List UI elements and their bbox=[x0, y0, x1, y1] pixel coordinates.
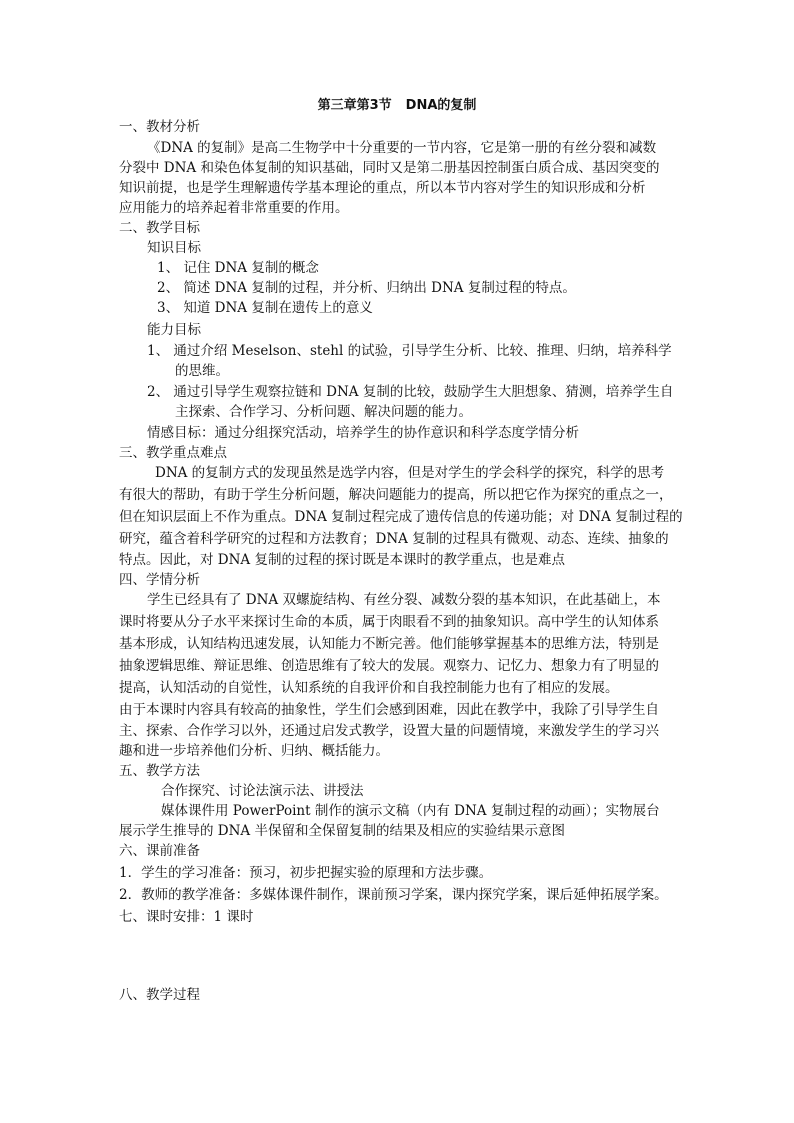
section-heading-preparation: 六、课前准备 bbox=[119, 843, 200, 859]
knowledge-goal-item: 2、 简述 DNA 复制的过程，并分析、归纳出 DNA 复制过程的特点。 bbox=[157, 280, 576, 296]
document-title bbox=[0, 96, 794, 116]
paragraph-line: 课时将要从分子水平来探讨生命的本质，属于肉眼看不到的抽象知识。高中学生的认知体系 bbox=[119, 614, 659, 630]
paragraph-line: 知识前提，也是学生理解遗传学基本理论的重点，所以本节内容对学生的知识形成和分析 bbox=[119, 180, 646, 196]
paragraph-line: 抽象逻辑思维、辩证思维、创造思维有了较大的发展。观察力、记忆力、想象力有了明显的 bbox=[119, 658, 659, 674]
emotion-goal: 情感目标：通过分组探究活动，培养学生的协作意识和科学态度学情分析 bbox=[147, 425, 579, 441]
knowledge-goal-item: 3、 知道 DNA 复制在遗传上的意义 bbox=[157, 300, 373, 316]
paragraph-line: 有很大的帮助，有助于学生分析问题，解决问题能力的提高，所以把它作为探究的重点之一， bbox=[119, 487, 673, 503]
paragraph-line: 《DNA 的复制》是高二生物学中十分重要的一节内容，它是第一册的有丝分裂和减数 bbox=[147, 140, 657, 156]
section-heading-key-points: 三、教学重点难点 bbox=[119, 445, 227, 461]
paragraph-line: 媒体课件用 PowerPoint 制作的演示文稿（内有 DNA 复制过程的动画）；实物展台 bbox=[161, 803, 660, 819]
paragraph-line: 1．学生的学习准备：预习，初步把握实验的原理和方法步骤。 bbox=[119, 865, 493, 881]
section-heading-student-analysis: 四、学情分析 bbox=[119, 572, 200, 588]
section-heading-teaching-methods: 五、教学方法 bbox=[119, 763, 200, 779]
ability-goal-item: 1、 通过介绍 Meselson、stehl 的试验，引导学生分析、比较、推理、归纳，培养科学 bbox=[147, 343, 672, 359]
section-heading-textbook-analysis: 一、教材分析 bbox=[119, 119, 200, 135]
paragraph-line: 研究，蕴含着科学研究的过程和方法教育；DNA 复制的过程具有微观、动态、连续、抽象的 bbox=[119, 531, 669, 547]
paragraph-line: 分裂中 DNA 和染色体复制的知识基础，同时又是第二册基因控制蛋白质合成、基因突变的 bbox=[119, 160, 660, 176]
paragraph-line: 应用能力的培养起着非常重要的作用。 bbox=[119, 200, 349, 216]
paragraph-line: 主、探索、合作学习以外，还通过启发式教学，设置大量的问题情境，来激发学生的学习兴 bbox=[119, 723, 659, 739]
ability-goal-item-continued: 主探索、合作学习、分析问题、解决问题的能力。 bbox=[175, 404, 472, 420]
paragraph-line: 提高，认知活动的自觉性，认知系统的自我评价和自我控制能力也有了相应的发展。 bbox=[119, 680, 619, 696]
paragraph-line: 特点。因此，对 DNA 复制的过程的探讨既是本课时的教学重点，也是难点 bbox=[119, 552, 565, 568]
paragraph-line: 2．教师的教学准备：多媒体课件制作，课前预习学案，课内探究学案，课后延伸拓展学案。 bbox=[119, 887, 668, 903]
paragraph-line: 学生已经具有了 DNA 双螺旋结构、有丝分裂、减数分裂的基本知识，在此基础上，本 bbox=[147, 592, 661, 608]
paragraph-line: 但在知识层面上不作为重点。DNA 复制过程完成了遗传信息的传递功能；对 DNA 复制过程的 bbox=[119, 509, 683, 525]
paragraph-line: DNA 的复制方式的发现虽然是选学内容，但是对学生的学会科学的探究，科学的思考 bbox=[155, 465, 665, 481]
topic-label: DNA的复制 bbox=[405, 98, 477, 113]
paragraph-line: 合作探究、讨论法演示法、讲授法 bbox=[161, 783, 364, 799]
subheading-ability-goals: 能力目标 bbox=[147, 322, 201, 338]
paragraph-line: 基本形成，认知结构迅速发展，认知能力不断完善。他们能够掌握基本的思维方法，特别是 bbox=[119, 636, 659, 652]
section-heading-schedule: 七、课时安排：1 课时 bbox=[119, 909, 254, 925]
knowledge-goal-item: 1、 记住 DNA 复制的概念 bbox=[157, 260, 319, 276]
paragraph-line: 趣和进一步培养他们分析、归纳、概括能力。 bbox=[119, 743, 389, 759]
section-heading-teaching-goals: 二、教学目标 bbox=[119, 220, 200, 236]
paragraph-line: 由于本课时内容具有较高的抽象性，学生们会感到困难，因此在教学中，我除了引导学生自 bbox=[119, 702, 659, 718]
ability-goal-item: 2、 通过引导学生观察拉链和 DNA 复制的比较，鼓励学生大胆想象、猜测，培养学生自 bbox=[147, 384, 674, 400]
ability-goal-item-continued: 的思维。 bbox=[175, 363, 229, 379]
section-heading-teaching-process: 八、教学过程 bbox=[119, 987, 200, 1003]
paragraph-line: 展示学生推导的 DNA 半保留和全保留复制的结果及相应的实验结果示意图 bbox=[119, 823, 565, 839]
chapter-label: 第三章第3节 bbox=[317, 98, 392, 113]
subheading-knowledge-goals: 知识目标 bbox=[147, 240, 201, 256]
